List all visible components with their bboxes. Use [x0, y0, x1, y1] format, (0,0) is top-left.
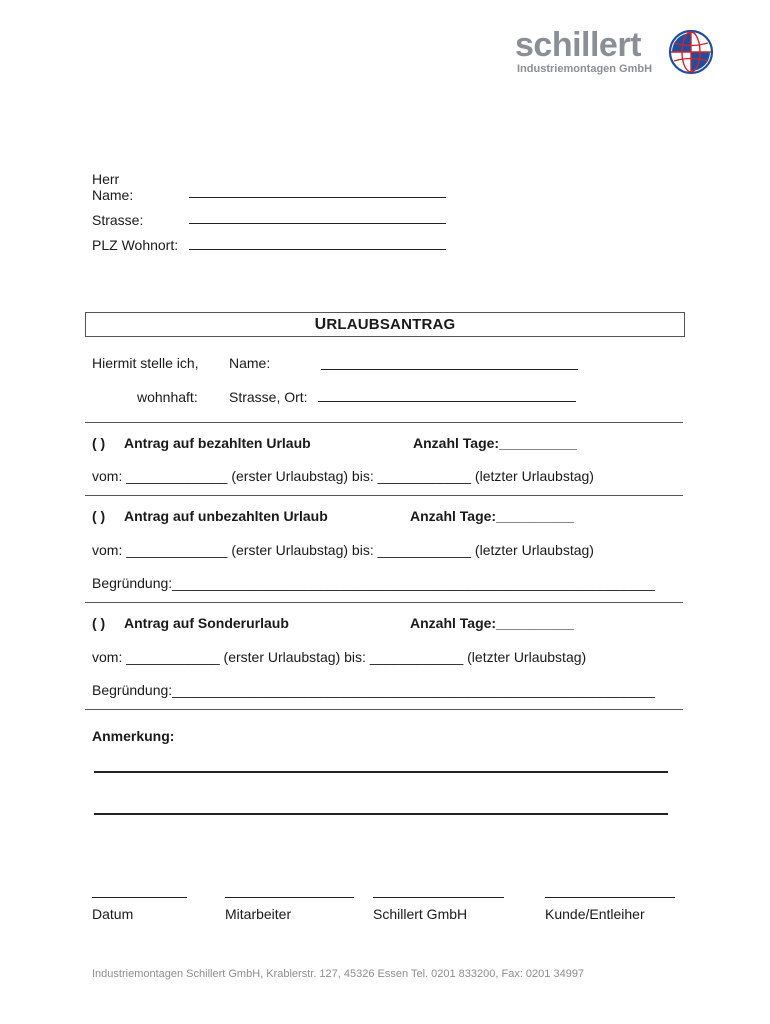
address-street-label: Strasse: [92, 212, 144, 228]
logo-subtitle: Industriemontagen GmbH [517, 63, 653, 75]
salutation: Herr [92, 171, 120, 187]
divider [85, 495, 683, 496]
unpaid-leave-label: Antrag auf unbezahlten Urlaub [124, 508, 328, 524]
special-leave-dates[interactable]: vom: ____________ (erster Urlaubstag) bis: ____________ (letzter Urlaubstag) [92, 649, 587, 665]
date-signature-line[interactable] [92, 897, 187, 898]
form-title-rest: RLAUBSANTRAG [326, 315, 456, 333]
remark-line-2[interactable] [94, 813, 668, 815]
applicant-street-label: Strasse, Ort: [229, 389, 308, 405]
address-plz-label: PLZ Wohnort: [92, 237, 179, 253]
form-title [315, 316, 456, 334]
globe-icon [668, 29, 714, 75]
footer-address: Industriemontagen Schillert GmbH, Krablerstr. 127, 45326 Essen Tel. 0201 833200, Fax: 0201 34997 [92, 968, 585, 980]
address-street-field[interactable] [189, 223, 446, 224]
client-signature-line[interactable] [545, 897, 675, 898]
remark-line-1[interactable] [94, 771, 668, 773]
logo-wordmark: schillert [515, 26, 641, 64]
divider [85, 709, 683, 710]
special-leave-checkbox[interactable]: ( ) [92, 615, 106, 631]
unpaid-leave-checkbox[interactable]: ( ) [92, 508, 106, 524]
address-name-label: Name: [92, 187, 134, 203]
special-leave-label: Antrag auf Sonderurlaub [124, 615, 289, 631]
paid-leave-days[interactable]: Anzahl Tage:__________ [413, 435, 577, 451]
unpaid-leave-days[interactable]: Anzahl Tage:__________ [410, 508, 574, 524]
address-name-field[interactable] [189, 197, 446, 198]
paid-leave-dates[interactable]: vom: _____________ (erster Urlaubstag) bis: ____________ (letzter Urlaubstag) [92, 468, 594, 484]
applicant-street-field[interactable] [318, 401, 576, 402]
unpaid-leave-reason[interactable]: Begründung:______________________________________________________________ [92, 575, 655, 591]
special-leave-days[interactable]: Anzahl Tage:__________ [410, 615, 574, 631]
employee-signature-line[interactable] [225, 897, 354, 898]
employee-signature-label: Mitarbeiter [225, 906, 292, 922]
special-leave-reason[interactable]: Begründung:______________________________________________________________ [92, 682, 655, 698]
company-signature-line[interactable] [373, 897, 504, 898]
paid-leave-checkbox[interactable]: ( ) [92, 435, 106, 451]
divider [85, 602, 683, 603]
divider [85, 422, 683, 423]
date-signature-label: Datum [92, 906, 134, 922]
remark-label: Anmerkung: [92, 728, 175, 744]
unpaid-leave-dates[interactable]: vom: _____________ (erster Urlaubstag) bis: ____________ (letzter Urlaubstag) [92, 542, 594, 558]
applicant-resident-label: wohnhaft: [137, 389, 198, 405]
paid-leave-label: Antrag auf bezahlten Urlaub [124, 435, 311, 451]
applicant-name-label: Name: [229, 355, 271, 371]
applicant-name-field[interactable] [321, 369, 578, 370]
applicant-intro: Hiermit stelle ich, [92, 355, 199, 371]
form-title-initial: U [314, 315, 327, 333]
client-signature-label: Kunde/Entleiher [545, 906, 645, 922]
company-signature-label: Schillert GmbH [373, 906, 468, 922]
company-logo [512, 28, 717, 78]
form-title-box [85, 312, 685, 337]
address-plz-field[interactable] [189, 249, 446, 250]
